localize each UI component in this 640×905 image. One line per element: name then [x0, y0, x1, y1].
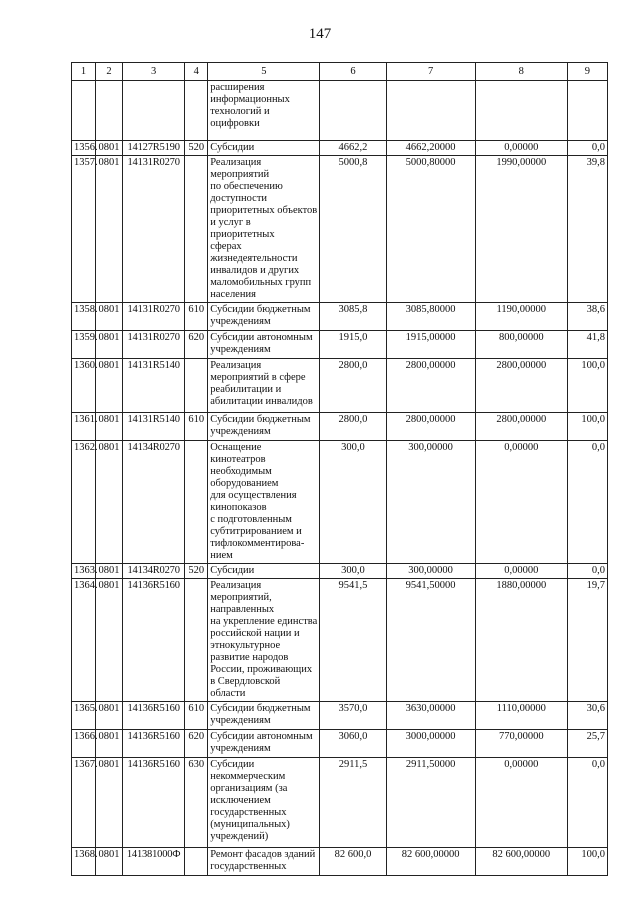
- amount-planned-cell: 5000,8: [320, 156, 386, 303]
- item-name-cell: Субсидии бюджетным учреждениям: [208, 303, 320, 331]
- item-name-cell: Субсидии бюджетным учреждениям: [208, 702, 320, 730]
- amount-planned-cell: 3060,0: [320, 730, 386, 758]
- item-name-cell: Ремонт фасадов зданий государственных: [208, 848, 320, 876]
- amount-executed-cell: 82 600,00000: [475, 848, 567, 876]
- amount-approved-cell: 300,00000: [386, 564, 475, 579]
- section-code-cell: 0801: [96, 579, 123, 702]
- section-code-cell: 0801: [96, 359, 123, 413]
- table-row: [72, 331, 608, 359]
- percent-cell: 38,6: [567, 303, 607, 331]
- percent-cell: 0,0: [567, 564, 607, 579]
- expense-type-cell: [185, 81, 208, 141]
- row-number-cell: 1358.: [72, 303, 96, 331]
- target-article-cell: 14136R5160: [123, 702, 185, 730]
- table-row: [72, 303, 608, 331]
- amount-approved-cell: [386, 81, 475, 141]
- item-name-cell: Реализация мероприятий, направленных на укрепление единства российской нации и этнокультурное развитие народов России, проживающих в Свердловской области: [208, 579, 320, 702]
- target-article-cell: 14131R0270: [123, 331, 185, 359]
- target-article-cell: 14131R0270: [123, 303, 185, 331]
- amount-approved-cell: 3085,80000: [386, 303, 475, 331]
- amount-executed-cell: 770,00000: [475, 730, 567, 758]
- header-cell: 2: [96, 63, 123, 81]
- amount-planned-cell: 1915,0: [320, 331, 386, 359]
- row-number-cell: 1364.: [72, 579, 96, 702]
- target-article-cell: 14131R5140: [123, 413, 185, 441]
- expense-type-cell: [185, 579, 208, 702]
- amount-approved-cell: 2911,50000: [386, 758, 475, 848]
- row-number-cell: 1363.: [72, 564, 96, 579]
- expense-type-cell: 630: [185, 758, 208, 848]
- percent-cell: 41,8: [567, 331, 607, 359]
- amount-planned-cell: 3085,8: [320, 303, 386, 331]
- expense-type-cell: 610: [185, 702, 208, 730]
- expense-type-cell: 620: [185, 331, 208, 359]
- section-code-cell: 0801: [96, 331, 123, 359]
- amount-planned-cell: 9541,5: [320, 579, 386, 702]
- amount-approved-cell: 3000,00000: [386, 730, 475, 758]
- amount-approved-cell: 2800,00000: [386, 359, 475, 413]
- table-row: [72, 564, 608, 579]
- section-code-cell: 0801: [96, 441, 123, 564]
- page-number: 147: [308, 26, 332, 42]
- amount-planned-cell: 4662,2: [320, 141, 386, 156]
- table-row: [72, 702, 608, 730]
- expense-type-cell: 610: [185, 303, 208, 331]
- amount-approved-cell: 3630,00000: [386, 702, 475, 730]
- amount-executed-cell: 1190,00000: [475, 303, 567, 331]
- row-number-cell: [72, 81, 96, 141]
- amount-planned-cell: 300,0: [320, 441, 386, 564]
- amount-planned-cell: [320, 81, 386, 141]
- row-number-cell: 1361.: [72, 413, 96, 441]
- amount-approved-cell: 9541,50000: [386, 579, 475, 702]
- row-number-cell: 1359.: [72, 331, 96, 359]
- item-name-cell: Субсидии автономным учреждениям: [208, 730, 320, 758]
- amount-approved-cell: 300,00000: [386, 441, 475, 564]
- amount-planned-cell: 82 600,0: [320, 848, 386, 876]
- amount-approved-cell: 1915,00000: [386, 331, 475, 359]
- percent-cell: 0,0: [567, 441, 607, 564]
- percent-cell: 100,0: [567, 359, 607, 413]
- header-cell: 9: [567, 63, 607, 81]
- target-article-cell: 14136R5160: [123, 579, 185, 702]
- expense-type-cell: 520: [185, 564, 208, 579]
- percent-cell: 0,0: [567, 141, 607, 156]
- target-article-cell: 14131R0270: [123, 156, 185, 303]
- table-row: [72, 441, 608, 564]
- table-row: [72, 413, 608, 441]
- table-row: [72, 579, 608, 702]
- target-article-cell: 14134R0270: [123, 564, 185, 579]
- amount-approved-cell: 82 600,00000: [386, 848, 475, 876]
- amount-executed-cell: 0,00000: [475, 564, 567, 579]
- section-code-cell: 0801: [96, 413, 123, 441]
- expense-type-cell: 620: [185, 730, 208, 758]
- amount-executed-cell: 0,00000: [475, 758, 567, 848]
- row-number-cell: 1356.: [72, 141, 96, 156]
- amount-executed-cell: 0,00000: [475, 441, 567, 564]
- table-row: [72, 848, 608, 876]
- row-number-cell: 1360.: [72, 359, 96, 413]
- amount-planned-cell: 2800,0: [320, 359, 386, 413]
- amount-executed-cell: [475, 81, 567, 141]
- percent-cell: [567, 81, 607, 141]
- item-name-cell: Реализация мероприятий в сфере реабилитации и абилитации инвалидов: [208, 359, 320, 413]
- table-row: [72, 141, 608, 156]
- item-name-cell: Субсидии: [208, 141, 320, 156]
- budget-table: [71, 62, 608, 876]
- percent-cell: 25,7: [567, 730, 607, 758]
- percent-cell: 39,8: [567, 156, 607, 303]
- table-row: [72, 359, 608, 413]
- item-name-cell: расширения информационных технологий и оцифровки: [208, 81, 320, 141]
- header-cell: 3: [123, 63, 185, 81]
- target-article-cell: 14136R5160: [123, 758, 185, 848]
- percent-cell: 30,6: [567, 702, 607, 730]
- amount-executed-cell: 800,00000: [475, 331, 567, 359]
- percent-cell: 100,0: [567, 848, 607, 876]
- table-row: [72, 730, 608, 758]
- section-code-cell: 0801: [96, 702, 123, 730]
- row-number-cell: 1357.: [72, 156, 96, 303]
- amount-planned-cell: 2800,0: [320, 413, 386, 441]
- item-name-cell: Реализация мероприятий по обеспечению доступности приоритетных объектов и услуг в приоритетных сферах жизнедеятельности инвалидов и других маломобильных групп населения: [208, 156, 320, 303]
- amount-approved-cell: 4662,20000: [386, 141, 475, 156]
- header-cell: 8: [475, 63, 567, 81]
- item-name-cell: Субсидии автономным учреждениям: [208, 331, 320, 359]
- header-cell: 7: [386, 63, 475, 81]
- amount-executed-cell: 1990,00000: [475, 156, 567, 303]
- section-code-cell: 0801: [96, 141, 123, 156]
- amount-approved-cell: 2800,00000: [386, 413, 475, 441]
- target-article-cell: 14127R5190: [123, 141, 185, 156]
- section-code-cell: 0801: [96, 564, 123, 579]
- table-row: [72, 758, 608, 848]
- target-article-cell: 14136R5160: [123, 730, 185, 758]
- header-cell: 6: [320, 63, 386, 81]
- percent-cell: 19,7: [567, 579, 607, 702]
- row-number-cell: 1362.: [72, 441, 96, 564]
- table-row: [72, 156, 608, 303]
- header-cell: 1: [72, 63, 96, 81]
- row-number-cell: 1367.: [72, 758, 96, 848]
- expense-type-cell: [185, 359, 208, 413]
- section-code-cell: 0801: [96, 303, 123, 331]
- section-code-cell: 0801: [96, 156, 123, 303]
- target-article-cell: 141381000Ф: [123, 848, 185, 876]
- amount-executed-cell: 2800,00000: [475, 359, 567, 413]
- expense-type-cell: [185, 441, 208, 564]
- table-row: [72, 81, 608, 141]
- item-name-cell: Субсидии: [208, 564, 320, 579]
- amount-approved-cell: 5000,80000: [386, 156, 475, 303]
- section-code-cell: 0801: [96, 848, 123, 876]
- amount-planned-cell: 2911,5: [320, 758, 386, 848]
- header-cell: 5: [208, 63, 320, 81]
- row-number-cell: 1368.: [72, 848, 96, 876]
- section-code-cell: 0801: [96, 758, 123, 848]
- amount-executed-cell: 1880,00000: [475, 579, 567, 702]
- percent-cell: 100,0: [567, 413, 607, 441]
- item-name-cell: Субсидии бюджетным учреждениям: [208, 413, 320, 441]
- amount-planned-cell: 300,0: [320, 564, 386, 579]
- row-number-cell: 1365.: [72, 702, 96, 730]
- amount-planned-cell: 3570,0: [320, 702, 386, 730]
- section-code-cell: 0801: [96, 730, 123, 758]
- expense-type-cell: [185, 156, 208, 303]
- item-name-cell: Субсидии некоммерческим организациям (за исключением государственных (муниципальных) учреждений): [208, 758, 320, 848]
- amount-executed-cell: 1110,00000: [475, 702, 567, 730]
- header-row: [72, 63, 608, 81]
- target-article-cell: [123, 81, 185, 141]
- target-article-cell: 14131R5140: [123, 359, 185, 413]
- expense-type-cell: 520: [185, 141, 208, 156]
- expense-type-cell: 610: [185, 413, 208, 441]
- percent-cell: 0,0: [567, 758, 607, 848]
- target-article-cell: 14134R0270: [123, 441, 185, 564]
- amount-executed-cell: 2800,00000: [475, 413, 567, 441]
- section-code-cell: [96, 81, 123, 141]
- amount-executed-cell: 0,00000: [475, 141, 567, 156]
- header-cell: 4: [185, 63, 208, 81]
- item-name-cell: Оснащение кинотеатров необходимым оборудованием для осуществления кинопоказов с подготовленным субтитрированием и тифлокомментирова- нием: [208, 441, 320, 564]
- row-number-cell: 1366.: [72, 730, 96, 758]
- expense-type-cell: [185, 848, 208, 876]
